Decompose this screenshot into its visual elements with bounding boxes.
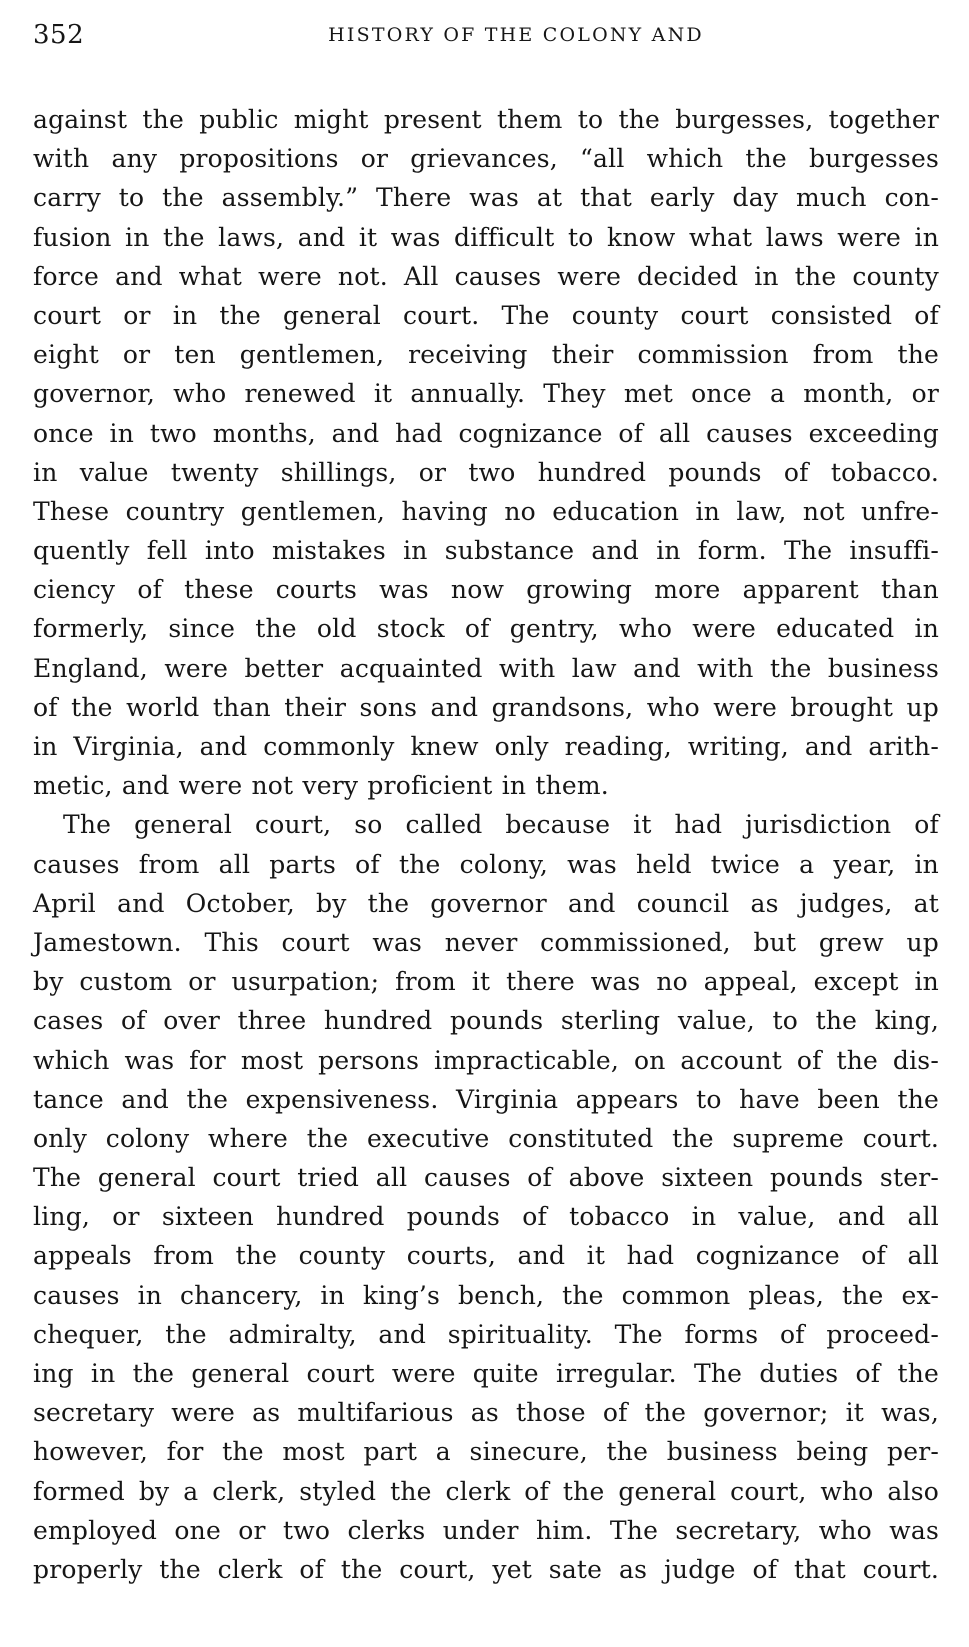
- text-line: formed by a clerk, styled the clerk of the general court, who also: [33, 1476, 939, 1506]
- text-line: tance and the expensiveness. Virginia appears to have been the: [33, 1084, 939, 1114]
- text-line: appeals from the county courts, and it had cognizance of all: [33, 1241, 939, 1271]
- running-title: HISTORY OF THE COLONY AND: [328, 24, 704, 46]
- text-line: governor, who renewed it annually. They met once a month, or: [33, 379, 939, 409]
- text-line: fusion in the laws, and it was difficult to know what laws were in: [33, 222, 939, 252]
- text-line: which was for most persons impracticable, on account of the dis-: [33, 1045, 939, 1075]
- text-line: April and October, by the governor and council as judges, at: [33, 888, 939, 918]
- text-line: court or in the general court. The county court consisted of: [33, 300, 939, 330]
- text-line: England, were better acquainted with law and with the business: [33, 653, 939, 683]
- text-line: ing in the general court were quite irregular. The duties of the: [33, 1359, 939, 1388]
- text-line: secretary were as multifarious as those of the governor; it was,: [33, 1398, 939, 1428]
- paragraph-end-line: metic, and were not very proficient in them.: [33, 771, 609, 801]
- text-line: The general court tried all causes of above sixteen pounds ster-: [33, 1163, 939, 1193]
- text-line: carry to the assembly.” There was at that early day much con-: [33, 183, 939, 213]
- text-line: of the world than their sons and grandsons, who were brought up: [33, 692, 939, 722]
- text-line: only colony where the executive constituted the supreme court.: [33, 1123, 939, 1153]
- text-line: causes from all parts of the colony, was held twice a year, in: [33, 849, 939, 879]
- text-line: once in two months, and had cognizance of all causes exceeding: [33, 418, 939, 448]
- text-line: properly the clerk of the court, yet sate as judge of that court.: [33, 1554, 939, 1584]
- text-line: in value twenty shillings, or two hundred pounds of tobacco.: [33, 457, 939, 487]
- text-line: employed one or two clerks under him. The secretary, who was: [33, 1515, 939, 1545]
- text-line: causes in chancery, in king’s bench, the common pleas, the ex-: [33, 1280, 939, 1310]
- text-line: however, for the most part a sinecure, the business being per-: [33, 1437, 939, 1467]
- text-line: formerly, since the old stock of gentry, who were educated in: [33, 614, 939, 644]
- text-line: ling, or sixteen hundred pounds of tobacco in value, and all: [33, 1202, 939, 1232]
- body-text: [33, 100, 939, 1589]
- text-line: eight or ten gentlemen, receiving their commission from the: [33, 340, 939, 370]
- running-head: [33, 20, 939, 60]
- text-line: by custom or usurpation; from it there was no appeal, except in: [33, 967, 939, 997]
- text-line: chequer, the admiralty, and spirituality. The forms of proceed-: [33, 1319, 939, 1349]
- text-line: Jamestown. This court was never commissioned, but grew up: [33, 927, 939, 957]
- text-line: ciency of these courts was now growing more apparent than: [33, 575, 939, 605]
- book-page: [33, 20, 939, 1589]
- text-line: with any propositions or grievances, “all which the burgesses: [33, 144, 939, 174]
- text-line: quently fell into mistakes in substance and in form. The insuffi-: [33, 536, 939, 566]
- text-line: in Virginia, and commonly knew only reading, writing, and arith-: [33, 732, 939, 761]
- text-line: These country gentlemen, having no education in law, not unfre-: [33, 496, 939, 526]
- paragraph-start-line: The general court, so called because it had jurisdiction of: [63, 810, 939, 840]
- text-line: force and what were not. All causes were decided in the county: [33, 261, 939, 291]
- text-line: cases of over three hundred pounds sterling value, to the king,: [33, 1006, 939, 1036]
- text-line: against the public might present them to the burgesses, together: [33, 105, 939, 134]
- page-number: 352: [33, 20, 85, 50]
